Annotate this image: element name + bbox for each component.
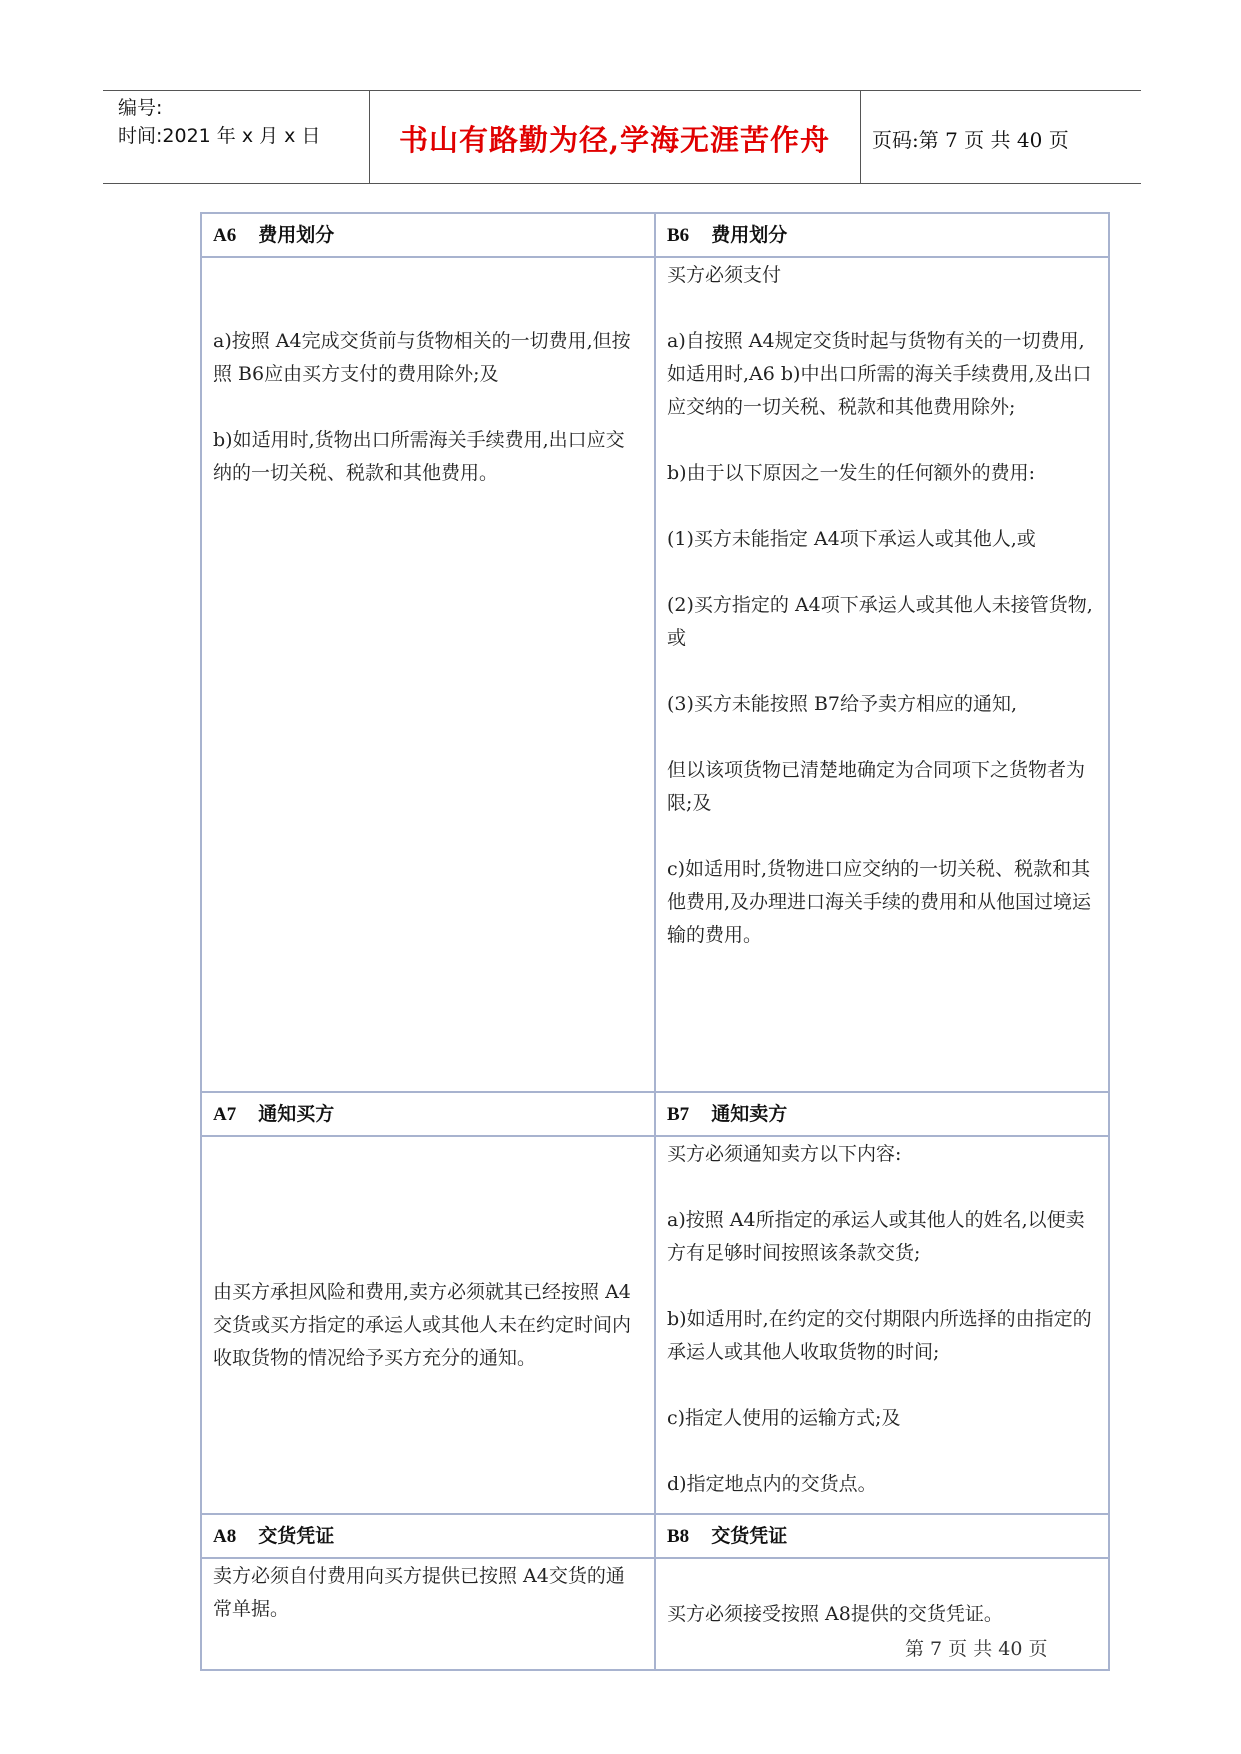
b8-heading [655, 1514, 1109, 1558]
b8-code: B8 [667, 1525, 690, 1547]
b8-para: 买方必须接受按照 A8提供的交货凭证。 [667, 1602, 1003, 1625]
b6-para: 买方必须支付 [667, 264, 782, 286]
b7-code: B7 [667, 1103, 690, 1125]
b6-para: (2)买方指定的 A4项下承运人或其他人未接管货物,或 [667, 594, 1093, 649]
header-top-rule [103, 90, 1141, 91]
a6-para: b)如适用时,货物出口所需海关手续费用,出口应交纳的一切关税、税款和其他费用。 [213, 429, 625, 484]
a8-para: 卖方必须自付费用向买方提供已按照 A4交货的通常单据。 [213, 1565, 625, 1620]
document-time-label: 时间:2021 年 x 月 x 日 [118, 125, 321, 147]
b6-code: B6 [667, 224, 690, 246]
a6-para: a)按照 A4完成交货前与货物相关的一切费用,但按照 B6应由买方支付的费用除外;及 [213, 330, 631, 385]
a7-heading [201, 1092, 655, 1136]
header-divider-left [369, 90, 370, 183]
b6-para: 但以该项货物已清楚地确定为合同项下之货物者为限;及 [667, 759, 1086, 814]
b6-title: 费用划分 [711, 223, 788, 246]
b6-para: c)如适用时,货物进口应交纳的一切关税、税款和其他费用,及办理进口海关手续的费用和从他国过境运输的费用。 [667, 858, 1092, 946]
a8-body [201, 1558, 655, 1670]
b6-para: (1)买方未能指定 A4项下承运人或其他人,或 [667, 528, 1036, 550]
a8-heading [201, 1514, 655, 1558]
table-header-row [201, 1514, 1109, 1558]
b7-heading [655, 1092, 1109, 1136]
b7-para: 买方必须通知卖方以下内容: [667, 1143, 902, 1165]
a7-body [201, 1136, 655, 1514]
a7-title: 通知买方 [258, 1102, 335, 1125]
a6-code: A6 [213, 224, 237, 246]
a6-heading [201, 213, 655, 257]
b7-title: 通知卖方 [711, 1102, 788, 1125]
b6-heading [655, 213, 1109, 257]
b7-para: b)如适用时,在约定的交付期限内所选择的由指定的承运人或其他人收取货物的时间; [667, 1308, 1092, 1363]
table-header-row [201, 1092, 1109, 1136]
table-row [201, 1136, 1109, 1514]
a8-code: A8 [213, 1525, 237, 1547]
table-row [201, 257, 1109, 1092]
a6-title: 费用划分 [258, 223, 335, 246]
header-meta [118, 94, 320, 150]
a8-title: 交货凭证 [258, 1524, 335, 1547]
b7-para: d)指定地点内的交货点。 [667, 1473, 877, 1495]
terms-table [200, 212, 1110, 1671]
a6-body [201, 257, 655, 1092]
b6-body [655, 257, 1109, 1092]
a7-para: 由买方承担风险和费用,卖方必须就其已经按照 A4交货或买方指定的承运人或其他人未在约定时间内收取货物的情况给予买方充分的通知。 [213, 1280, 632, 1369]
b6-para: a)自按照 A4规定交货时起与货物有关的一切费用,如适用时,A6 b)中出口所需的海关手续费用,及出口应交纳的一切关税、税款和其他费用除外; [667, 330, 1092, 418]
a7-code: A7 [213, 1103, 237, 1125]
b6-para: (3)买方未能按照 B7给予卖方相应的通知, [667, 693, 1018, 715]
b7-para: c)指定人使用的运输方式;及 [667, 1407, 901, 1429]
header-motto: 书山有路勤为径,学海无涯苦作舟 [398, 123, 831, 157]
document-number-label: 编号: [118, 97, 163, 119]
header-bottom-rule [103, 183, 1141, 184]
b8-title: 交货凭证 [711, 1524, 788, 1547]
table-header-row [201, 213, 1109, 257]
page-footer: 第 7 页 共 40 页 [905, 1638, 1048, 1660]
b7-para: a)按照 A4所指定的承运人或其他人的姓名,以便卖方有足够时间按照该条款交货; [667, 1209, 1085, 1264]
header-divider-right [860, 90, 861, 183]
b6-para: b)由于以下原因之一发生的任何额外的费用: [667, 462, 1035, 484]
b7-body [655, 1136, 1109, 1514]
header-page-label: 页码:第 7 页 共 40 页 [872, 128, 1069, 152]
